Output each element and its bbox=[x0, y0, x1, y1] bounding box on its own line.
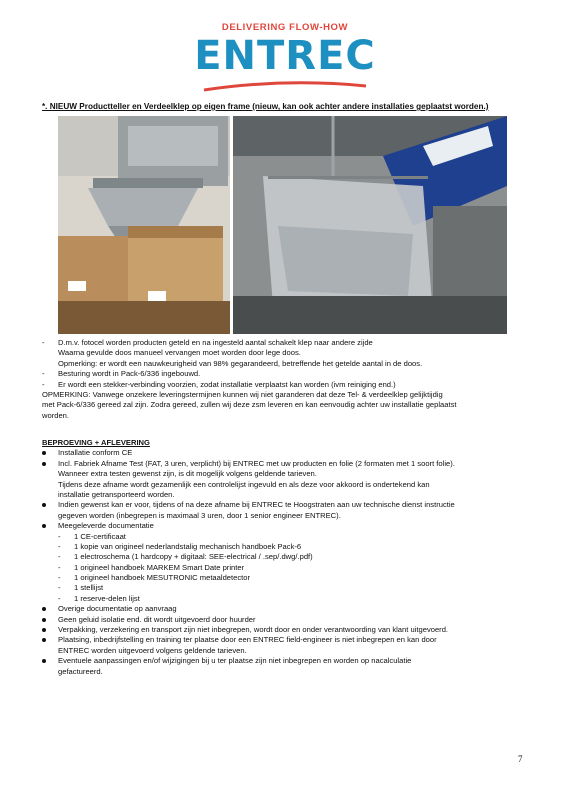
doc-item: - 1 origineel handboek MESUTRONIC metaaldetector bbox=[58, 573, 251, 583]
logo-brand: ENTREC bbox=[194, 33, 376, 79]
list-item: - Er wordt een stekker-verbinding voorzien, zodat installatie verplaatst kan worden (ivm reiniging end.) bbox=[42, 379, 396, 389]
bullet-icon bbox=[42, 451, 46, 455]
bullet-item: Verpakking, verzekering en transport zijn niet inbegrepen, wordt door en onder verantwoording van klant uitgevoerd. bbox=[42, 625, 455, 635]
doc-item: - 1 CE-certificaat bbox=[58, 531, 126, 541]
bullet-icon bbox=[42, 628, 46, 632]
bullet-icon bbox=[42, 524, 46, 528]
section-title: BEPROEVING + AFLEVERING bbox=[42, 438, 150, 447]
bullet-icon bbox=[42, 607, 46, 611]
bullet-item: Plaatsing, inbedrijfstelling en training ter plaatse door een ENTREC field-engineer is niet inbegrepen en kan door bbox=[42, 635, 455, 645]
list-item: Waarna gevulde doos manueel vervangen moet worden door lege doos. bbox=[58, 348, 301, 358]
bullet-item: Incl. Fabriek Afname Test (FAT, 3 uren, verplicht) bij ENTREC met uw producten en folie (2 formaten met 1 soort folie). bbox=[42, 459, 455, 469]
remark-line: OPMERKING: Vanwege onzekere leveringstermijnen kunnen wij niet garanderen dat deze Tel- & verdeelklep gelijktijdig bbox=[42, 389, 443, 399]
page-number: 7 bbox=[518, 754, 523, 764]
bullet-continuation: gefactureerd. bbox=[58, 666, 103, 676]
doc-item: - 1 reserve-delen lijst bbox=[58, 593, 140, 603]
bullet-item: Geen geluid isolatie end. dit wordt uitgevoerd door huurder bbox=[42, 615, 455, 625]
bullet-item: Installatie conform CE bbox=[42, 448, 455, 458]
beproeving-section bbox=[42, 438, 455, 677]
bullet-icon bbox=[42, 618, 46, 622]
bullet-item: Indien gewenst kan er voor, tijdens of na deze afname bij ENTREC te Hoogstraten aan uw technische dienst instructie bbox=[42, 500, 455, 510]
bullet-item: Overige documentatie op aanvraag bbox=[42, 604, 455, 614]
bullet-icon bbox=[42, 462, 46, 466]
bullet-icon bbox=[42, 638, 46, 642]
doc-item: - 1 kopie van origineel nederlandstalig mechanisch handboek Pack-6 bbox=[58, 541, 302, 551]
list-item: Opmerking: er wordt een nauwkeurigheid van 98% gegarandeerd, betreffende het getelde aantal in de doos. bbox=[58, 358, 423, 368]
list-item: - Besturing wordt in Pack-6/336 ingebouwd. bbox=[42, 369, 201, 379]
bullet-item: Meegeleverde documentatie bbox=[42, 521, 455, 531]
feature-list bbox=[42, 338, 457, 421]
bullet-icon bbox=[42, 503, 46, 507]
section-heading: *. NIEUW Productteller en Verdeelklep op eigen frame (nieuw, kan ook achter andere installaties geplaatst worden.) bbox=[42, 102, 489, 111]
bullet-item: Eventuele aanpassingen en/of wijzigingen bij u ter plaatse zijn niet inbegrepen en worden op nacalculatie bbox=[42, 656, 455, 666]
chute-and-conveyor-photo bbox=[233, 116, 507, 334]
bullet-continuation: Wanneer extra testen gewenst zijn, is dit mogelijk volgens geldende tarieven. bbox=[58, 469, 317, 479]
bullet-continuation: ENTREC worden uitgevoerd volgens geldende tarieven. bbox=[58, 645, 247, 655]
remark-line: met Pack-6/336 gereed zal zijn. Zodra gereed, zullen wij deze zsm leveren en kan eenvoudig achter uw installatie geplaatst bbox=[42, 400, 457, 410]
doc-item: - 1 origineel handboek MARKEM Smart Date printer bbox=[58, 562, 245, 572]
bullet-icon bbox=[42, 659, 46, 663]
entrec-logo bbox=[190, 22, 380, 94]
logo-swoosh-icon bbox=[202, 76, 368, 96]
bullet-continuation: Tijdens deze afname wordt gezamenlijk een controlelijst ingevuld en als deze voor akkoord is ondertekend kan bbox=[58, 479, 430, 489]
doc-item: - 1 stellijst bbox=[58, 583, 104, 593]
doc-item: - 1 electroschema (1 hardcopy + digitaal: SEE-electrical / .sep/.dwg/.pdf) bbox=[58, 552, 313, 562]
logo-tagline: DELIVERING FLOW-HOW bbox=[221, 22, 349, 33]
bullet-continuation: installatie getransporteerd worden. bbox=[58, 489, 175, 499]
remark-line: worden. bbox=[42, 410, 70, 420]
list-item: - D.m.v. fotocel worden producten geteld en na ingesteld aantal schakelt klep naar andere zijde bbox=[42, 338, 373, 347]
machine-on-frame-photo bbox=[58, 116, 230, 334]
bullet-continuation: gegeven worden (inbegrepen is maximaal 3 uren, door 1 senior engineer ENTREC). bbox=[58, 510, 341, 520]
